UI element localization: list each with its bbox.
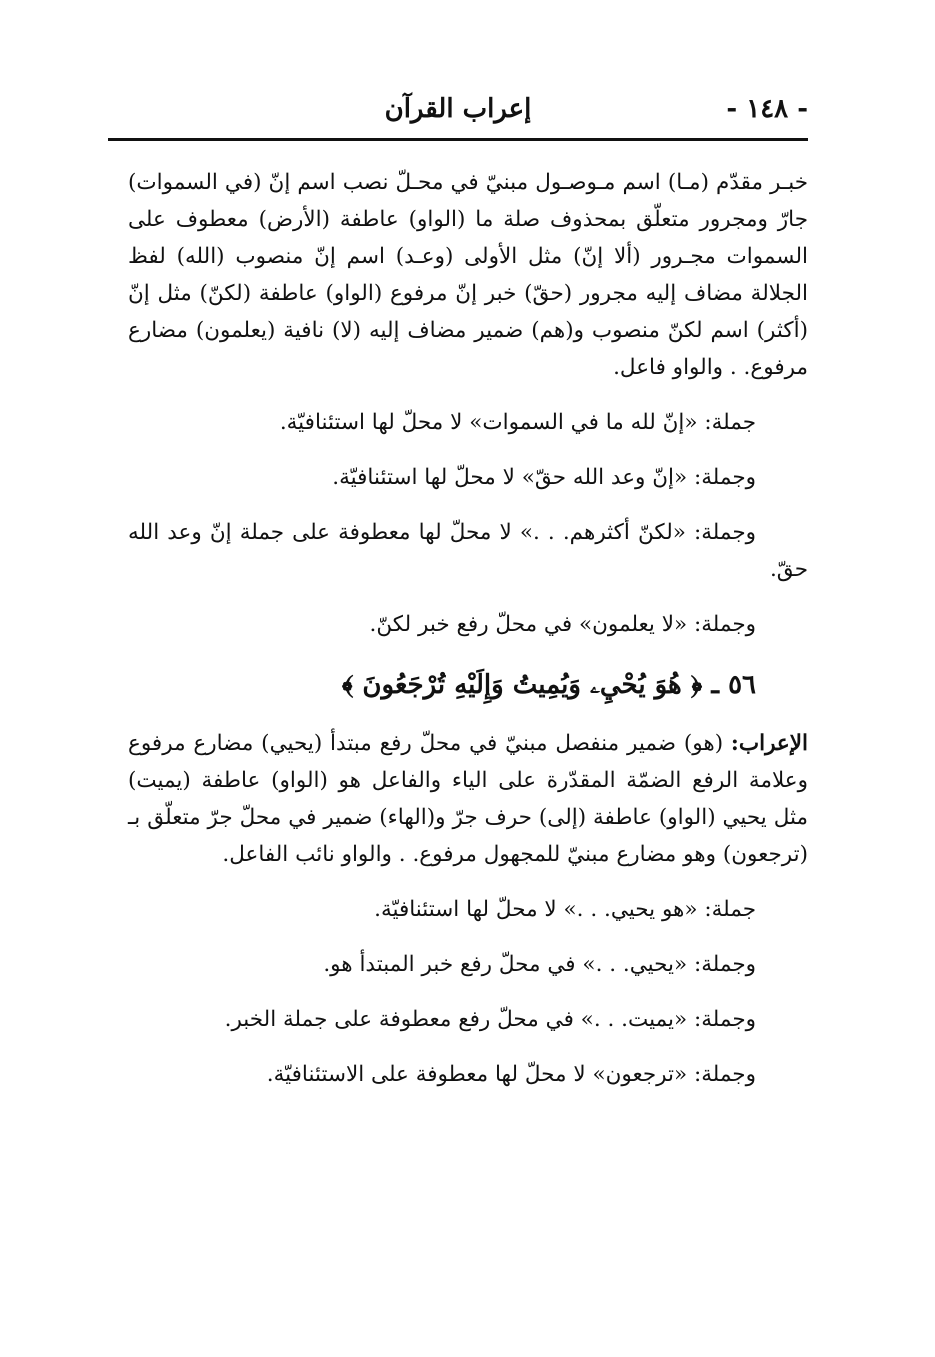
irab-label: الإعراب: <box>730 731 808 756</box>
page-body <box>128 164 808 1093</box>
sentence-line-1: جملة: «إنّ لله ما في السموات» لا محلّ لها استئنافيّة. <box>279 410 756 435</box>
irab-text: (هو) ضمير منفصل مبنيّ في محلّ رفع مبتدأ (يحيي) مضارع مرفوع وعلامة الرفع الضمّة المقدّرة على الياء والفاعل هو (الواو) عاطفة (يميت) مثل يحيي (الواو) عاطفة (إلى) حرف جرّ و(الهاء) ضمير في محلّ جرّ متعلّق بـ (ترجعون) وهو مضارع مبنيّ للمجهول مرفوع. . والواو نائب الفاعل. <box>128 731 808 867</box>
quran-verse: ٥٦ ـ ﴿ هُوَ يُحْيِۦ وَيُمِيتُ وَإِلَيْهِ تُرْجَعُونَ ﴾ <box>341 670 756 700</box>
sentence-line-4: وجملة: «لا يعلمون» في محلّ رفع خبر لكنّ. <box>369 612 756 637</box>
sentence-line-8: وجملة: «ترجعون» لا محلّ لها معطوفة على الاستئنافيّة. <box>266 1062 756 1087</box>
sentence-line-7: وجملة: «يميت. . .» في محلّ رفع معطوفة على جملة الخبر. <box>224 1007 756 1032</box>
irab-paragraph-1: خبـر مقدّم (مـا) اسم مـوصـول مبنيّ في محـلّ نصب اسم إنّ (في السموات) جارّ ومجرور متعلّق بمحذوف صلة ما (الواو) عاطفة (الأرض) معطوف على السموات مجـرور (ألا إنّ) مثل الأولى (وعـد) اسم إنّ منصوب (الله) لفظ الجلالة مضاف إليه مجرور (حقّ) خبر إنّ مرفوع (الواو) عاطفة (لكنّ) مثل إنّ (أكثر) اسم لكنّ منصوب و(هم) ضمير مضاف إليه (لا) نافية (يعلمون) مضارع مرفوع. . والواو فاعل. <box>128 170 808 380</box>
sentence-line-3: وجملة: «لكنّ أكثرهم. . .» لا محلّ لها معطوفة على جملة إنّ وعد الله حقّ. <box>128 520 808 582</box>
irab-paragraph-2 <box>128 725 808 873</box>
book-title: إعراب القرآن <box>384 94 532 124</box>
header-divider <box>108 138 808 141</box>
sentence-line-2: وجملة: «إنّ وعد الله حقّ» لا محلّ لها استئنافيّة. <box>332 465 756 490</box>
page-number: - ١٤٨ - <box>726 94 808 124</box>
sentence-line-5: جملة: «هو يحيي. . .» لا محلّ لها استئنافيّة. <box>374 897 756 922</box>
sentence-line-6: وجملة: «يحيي. . .» في محلّ رفع خبر المبتدأ هو. <box>323 952 756 977</box>
page-header <box>108 92 808 136</box>
